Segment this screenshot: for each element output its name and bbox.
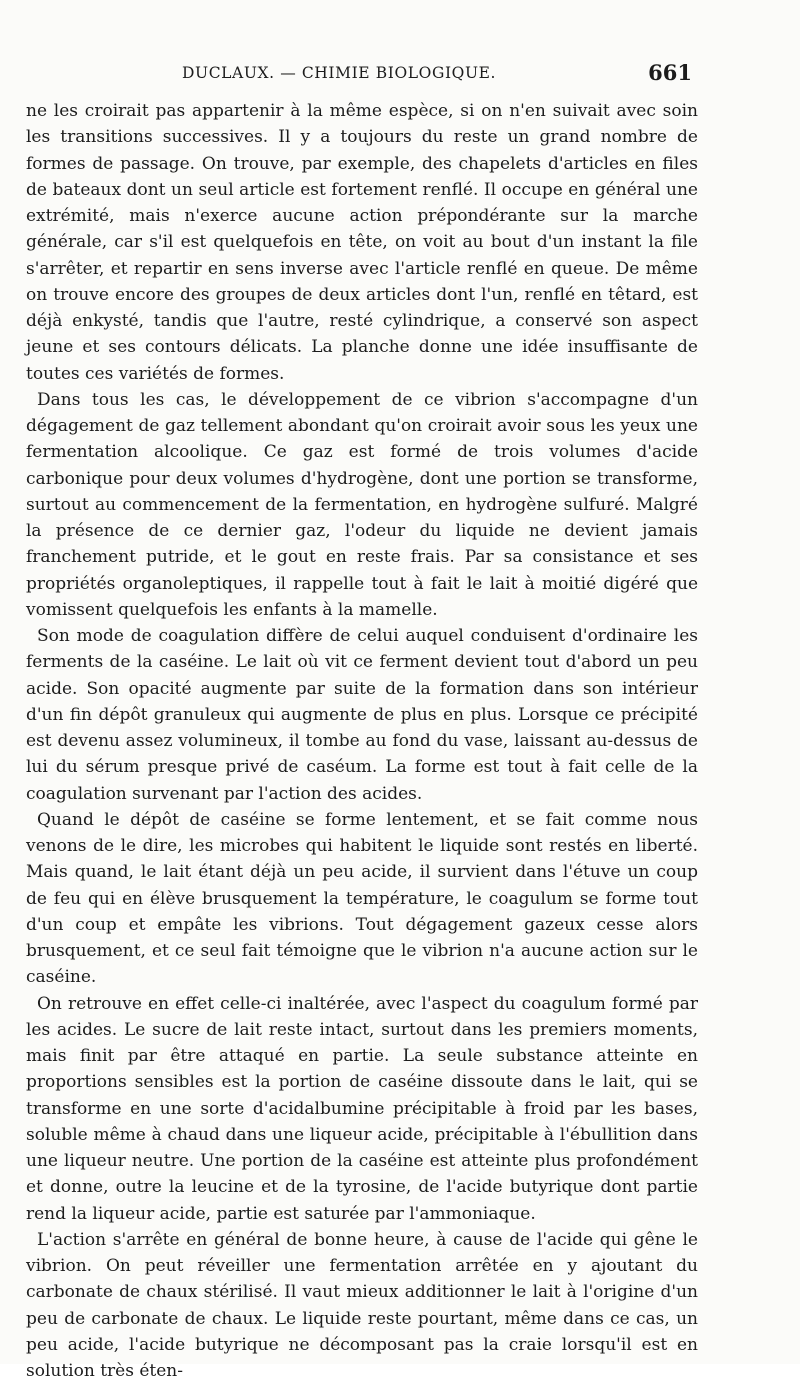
paragraph: Son mode de coagulation diffère de celui auquel conduisent d'ordinaire les ferments de la caséine. Le lait où vit ce ferment devient tout d'abord un peu acide. Son opacité augmente par suite de la formation dans son intérieur d'un fin dépôt granuleux qui augmente de plus en plus. Lorsque ce précipité est devenu assez volumineux, il tombe au fond du vase, laissant au-dessus de lui du sérum presque privé de caséum. La forme est tout à fait celle de la coagulation survenant par l'action des acides. [26,626,698,804]
paragraph-truncated: L'action s'arrête en général de bonne heure, à cause de l'acide qui gêne le vibrion. On peut réveiller une fermentation arrêtée en y ajoutant du carbonate de chaux stérilisé. Il vaut mieux additionner le lait à l'origine d'un peu de carbonate de chaux. Le liquide reste pourtant, même dans ce cas, un peu acide, l'acide butyrique ne décomposant pas la craie lorsqu'il est en solution très éten- [26,1229,698,1381]
page-number: 661 [648,60,692,85]
paragraph: Quand le dépôt de caséine se forme lentement, et se fait comme nous venons de le dire, les microbes qui habitent le liquide sont restés en liberté. Mais quand, le lait étant déjà un peu acide, il survient dans l'étuve un coup de feu qui en élève brusquement la température, le coagulum se forme tout d'un coup et empâte les vibrions. Tout dégagement gazeux cesse alors brusquement, et ce seul fait témoigne que le vibrion n'a aucune action sur le caséine. [26,809,698,988]
body-text [26,98,698,1384]
paragraph-continued: ne les croirait pas appartenir à la même espèce, si on n'en suivait avec soin les transitions successives. Il y a toujours du reste un grand nombre de formes de passage. On trouve, par exemple, des chapelets d'articles en files de bateaux dont un seul article est fortement renflé. Il occupe en général une extrémité, mais n'exerce aucune action prépondérante sur la marche générale, car s'il est quelquefois en tête, on voit au bout d'un instant la file s'arrêter, et repartir en sens inverse avec l'article renflé en queue. De même on trouve encore des groupes de deux articles dont l'un, renflé en têtard, est déjà enkysté, tandis que l'autre, resté cylindrique, a conservé son aspect jeune et ses contours délicats. La planche donne une idée insuffisante de toutes ces variétés de formes. [26,101,698,384]
paragraph: On retrouve en effet celle-ci inaltérée, avec l'aspect du coagulum formé par les acides. Le sucre de lait reste intact, surtout dans les premiers moments, mais finit par être attaqué en partie. La seule substance atteinte en proportions sensibles est la portion de caséine dissoute dans le lait, qui se transforme en une sorte d'acidalbumine précipitable à froid par les bases, soluble même à chaud dans une liqueur acide, précipitable à l'ébullition dans une liqueur neutre. Une portion de la caséine est atteinte plus profondément et donne, outre la leucine et de la tyrosine, de l'acide butyrique dont partie rend la liqueur acide, partie est saturée par l'ammoniaque. [26,993,698,1224]
running-head-title: DUCLAUX. — CHIMIE BIOLOGIQUE. [182,64,497,82]
running-head [182,60,692,90]
paragraph: Dans tous les cas, le développement de ce vibrion s'accompagne d'un dégagement de gaz tellement abondant qu'on croirait avoir sous les yeux une fermentation alcoolique. Ce gaz est formé de trois volumes d'acide carbonique pour deux volumes d'hydrogène, dont une portion se transforme, surtout au commencement de la fermentation, en hydrogène sulfuré. Malgré la présence de ce dernier gaz, l'odeur du liquide ne devient jamais franchement putride, et le gout en reste frais. Par sa consistance et ses propriétés organoleptiques, il rappelle tout à fait le lait à moitié digéré que vomissent quelquefois les enfants à la mamelle. [26,389,698,620]
